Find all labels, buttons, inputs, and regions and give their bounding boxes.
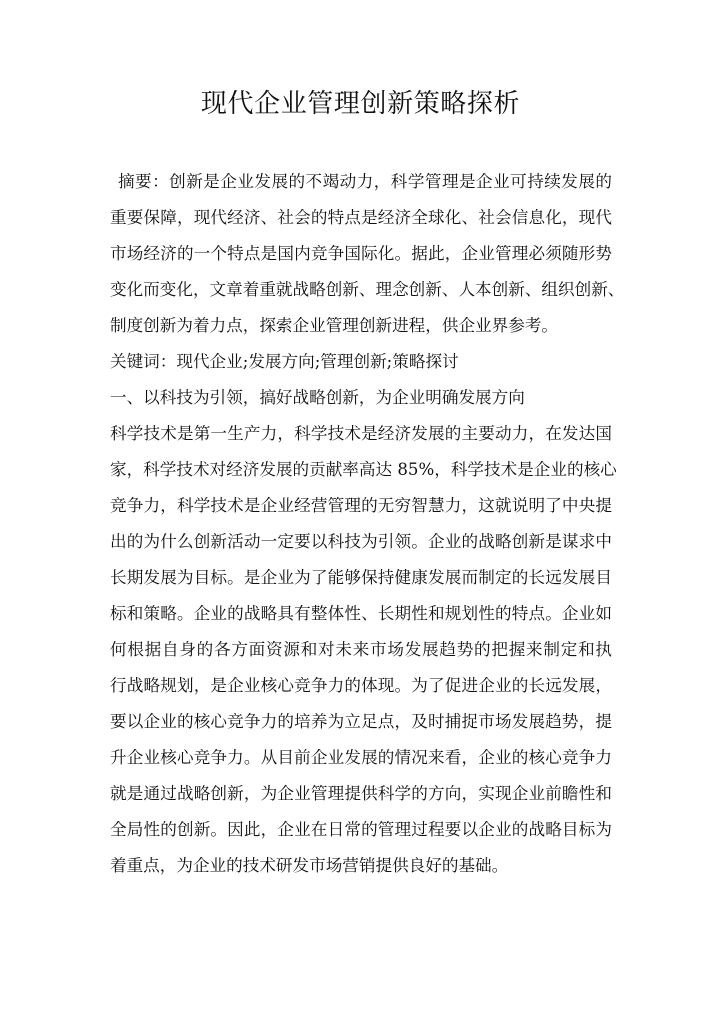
body-line: 出的为什么创新活动一定要以科技为引领。企业的战略创新是谋求中	[110, 532, 612, 551]
body-line: 家，科学技术对经济发展的贡献率高达 85%，科学技术是企业的核心	[110, 460, 617, 479]
section-body	[110, 416, 617, 884]
body-line: 要以企业的核心竞争力的培养为立足点，及时捕捉市场发展趋势，提	[110, 712, 612, 731]
body-line: 标和策略。企业的战略具有整体性、长期性和规划性的特点。企业如	[110, 604, 612, 623]
body-line: 竞争力，科学技术是企业经营管理的无穷智慧力，这就说明了中央提	[110, 496, 612, 515]
document-body	[110, 164, 625, 884]
abstract-line: 变化而变化，文章着重就战略创新、理念创新、人本创新、组织创新、	[110, 280, 625, 299]
abstract-line: 重要保障，现代经济、社会的特点是经济全球化、社会信息化，现代	[110, 208, 612, 227]
body-line: 升企业核心竞争力。从目前企业发展的情况来看，企业的核心竞争力	[110, 748, 612, 767]
body-line: 着重点，为企业的技术研发市场营销提供良好的基础。	[110, 856, 509, 875]
abstract-line: 市场经济的一个特点是国内竞争国际化。据此，企业管理必须随形势	[110, 244, 612, 263]
document-title: 现代企业管理创新策略探析	[200, 89, 521, 119]
abstract	[110, 164, 625, 344]
body-line: 长期发展为目标。是企业为了能够保持健康发展而制定的长远发展目	[110, 568, 612, 587]
body-line: 全局性的创新。因此，企业在日常的管理过程要以企业的战略目标为	[110, 820, 612, 839]
body-line: 科学技术是第一生产力，科学技术是经济发展的主要动力，在发达国	[110, 424, 612, 443]
body-line: 何根据自身的各方面资源和对未来市场发展趋势的把握来制定和执	[110, 640, 612, 659]
abstract-line: 摘要：创新是企业发展的不竭动力，科学管理是企业可持续发展的	[118, 172, 612, 191]
keywords: 关键词：现代企业;发展方向;管理创新;策略探讨	[110, 352, 459, 371]
section-heading: 一、以科技为引领，搞好战略创新，为企业明确发展方向	[110, 388, 525, 407]
body-line: 就是通过战略创新，为企业管理提供科学的方向，实现企业前瞻性和	[110, 784, 612, 803]
body-line: 行战略规划，是企业核心竞争力的体现。为了促进企业的长远发展，	[110, 676, 612, 695]
abstract-line: 制度创新为着力点，探索企业管理创新进程，供企业界参考。	[110, 316, 559, 335]
